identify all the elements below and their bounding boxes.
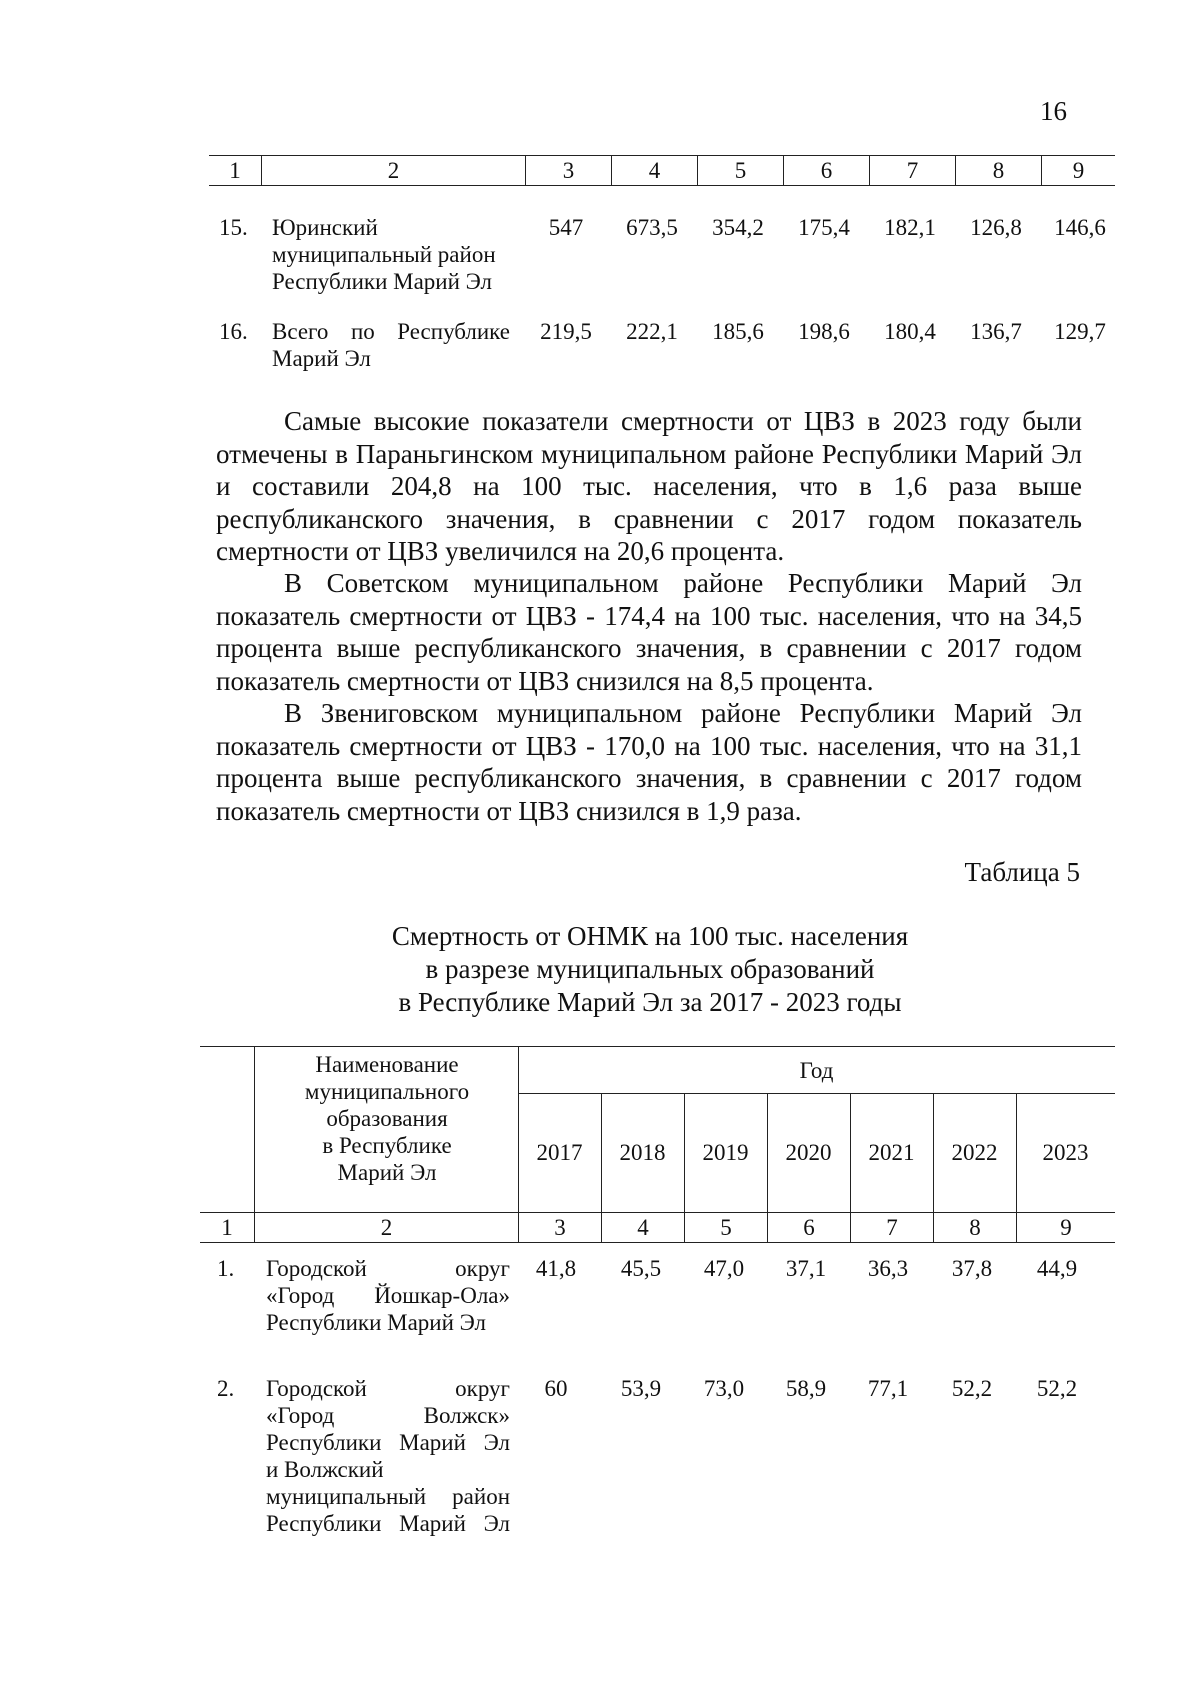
name-line: Республики Марий Эл [266,1310,487,1335]
header-year: 2019 [702,1140,749,1165]
header-year: 2020 [785,1140,832,1165]
col-number: 1 [229,158,241,183]
page-number: 16 [1040,96,1067,126]
value-cell: 547 [548,215,584,240]
col-number: 5 [684,1212,767,1242]
header-year: 2018 [619,1140,666,1165]
col-number: 4 [601,1212,684,1242]
col-number: 3 [525,156,611,185]
col-number: 5 [697,156,783,185]
value-cell: 146,6 [1054,215,1106,240]
name-line: и Волжский [266,1457,384,1482]
value-cell: 37,8 [951,1256,993,1281]
col-number: 2 [261,156,525,185]
caption-line: Смертность от ОНМК на 100 тыс. населения [391,921,909,951]
col-number: 1 [200,1212,254,1242]
value-cell: 185,6 [712,319,764,344]
header-line: Наименование [315,1052,459,1077]
value-cell: 175,4 [798,215,850,240]
table-row [209,214,1115,304]
divider [254,1047,255,1213]
row-name [272,318,510,372]
row-name [266,1375,510,1537]
paragraph: В Советском муниципальном районе Республики Марий Эл показатель смертности от ЦВЗ - 174,4 на 100 тыс. населения, что на 34,5 процента выше республиканского значения, в сравнении с 2017 годом показатель смертности от ЦВЗ снизился на 8,5 процента. [216,568,1082,696]
value-cell: 73,0 [703,1376,745,1401]
row-number: 1. [217,1256,235,1281]
table-row [200,1375,1115,1545]
value-cell: 198,6 [798,319,850,344]
name-line: Всего по Республике [272,319,510,344]
table-row [200,1255,1115,1345]
caption-line: в Республике Марий Эл за 2017 - 2023 годы [398,987,902,1017]
col-number: 2 [254,1212,518,1242]
value-cell: 45,5 [620,1256,662,1281]
col-number: 8 [955,156,1041,185]
caption-line: в разрезе муниципальных образований [425,954,875,984]
value-cell: 673,5 [626,215,678,240]
table5-header [200,1047,1115,1213]
col-number: 6 [767,1212,850,1242]
col-number: 9 [1016,1212,1115,1242]
name-line: муниципальный район [266,1484,510,1509]
header-line: муниципального [304,1079,470,1104]
name-line: Республики Марий Эл [272,269,493,294]
value-cell: 52,2 [951,1376,993,1401]
value-cell: 354,2 [712,215,764,240]
value-cell: 77,1 [867,1376,909,1401]
table1-column-numbers [209,155,1115,186]
col-number: 4 [611,156,697,185]
col-number: 7 [850,1212,933,1242]
value-cell: 126,8 [970,215,1022,240]
value-cell: 180,4 [884,319,936,344]
value-cell: 222,1 [626,319,678,344]
header-year: 2023 [1042,1140,1089,1165]
table-row [209,318,1115,378]
value-cell: 182,1 [884,215,936,240]
row-name [266,1255,510,1336]
table5-column-numbers [200,1212,1115,1243]
value-cell: 41,8 [535,1256,577,1281]
col-number: 8 [933,1212,1016,1242]
col-number: 3 [518,1212,601,1242]
divider [518,1093,1115,1094]
row-number: 16. [219,319,248,344]
header-year-group: Год [799,1058,834,1083]
col-number: 6 [783,156,869,185]
name-line: Юринский [272,215,378,240]
header-line: образования [326,1106,448,1131]
paragraph: Самые высокие показатели смертности от ЦВЗ в 2023 году были отмечены в Параньгинском муниципальном районе Республики Марий Эл и составили 204,8 на 100 тыс. населения, что в 1,6 раза выше республиканского значения, в сравнении с 2017 годом показатель смертности от ЦВЗ увеличился на 20,6 процента. [216,406,1082,566]
value-cell: 219,5 [540,319,592,344]
name-line: «Город Волжск» [266,1403,510,1428]
name-line: Городской округ [266,1256,510,1281]
row-name [272,214,510,295]
value-cell: 129,7 [1054,319,1106,344]
table-label: Таблица 5 [964,857,1080,887]
header-year: 2017 [536,1140,583,1165]
value-cell: 52,2 [1036,1376,1078,1401]
value-cell: 58,9 [785,1376,827,1401]
header-name [256,1051,518,1186]
header-line: Марий Эл [337,1160,437,1185]
value-cell: 37,1 [785,1256,827,1281]
name-line: Республики Марий Эл [266,1430,510,1455]
name-line: Городской округ [266,1376,510,1401]
header-line: в Республике [322,1133,452,1158]
value-cell: 36,3 [867,1256,909,1281]
header-year: 2022 [951,1140,998,1165]
col-number: 9 [1041,156,1115,185]
value-cell: 60 [544,1376,568,1401]
name-line: Республики Марий Эл [266,1511,510,1536]
value-cell: 53,9 [620,1376,662,1401]
paragraph: В Звениговском муниципальном районе Республики Марий Эл показатель смертности от ЦВЗ - 170,0 на 100 тыс. населения, что на 31,1 процента выше республиканского значения, в сравнении с 2017 годом показатель смертности от ЦВЗ снизился в 1,9 раза. [216,698,1082,826]
value-cell: 136,7 [970,319,1022,344]
table1 [209,155,1115,186]
value-cell: 44,9 [1036,1256,1078,1281]
table-caption [300,920,1000,1019]
col-number: 7 [869,156,955,185]
name-line: Марий Эл [272,346,371,371]
value-cell: 47,0 [703,1256,745,1281]
name-line: «Город Йошкар-Ола» [266,1283,510,1308]
table5 [200,1046,1115,1213]
name-line: муниципальный район [272,242,496,267]
row-number: 2. [217,1376,235,1401]
row-number: 15. [219,215,248,240]
header-year: 2021 [868,1140,915,1165]
